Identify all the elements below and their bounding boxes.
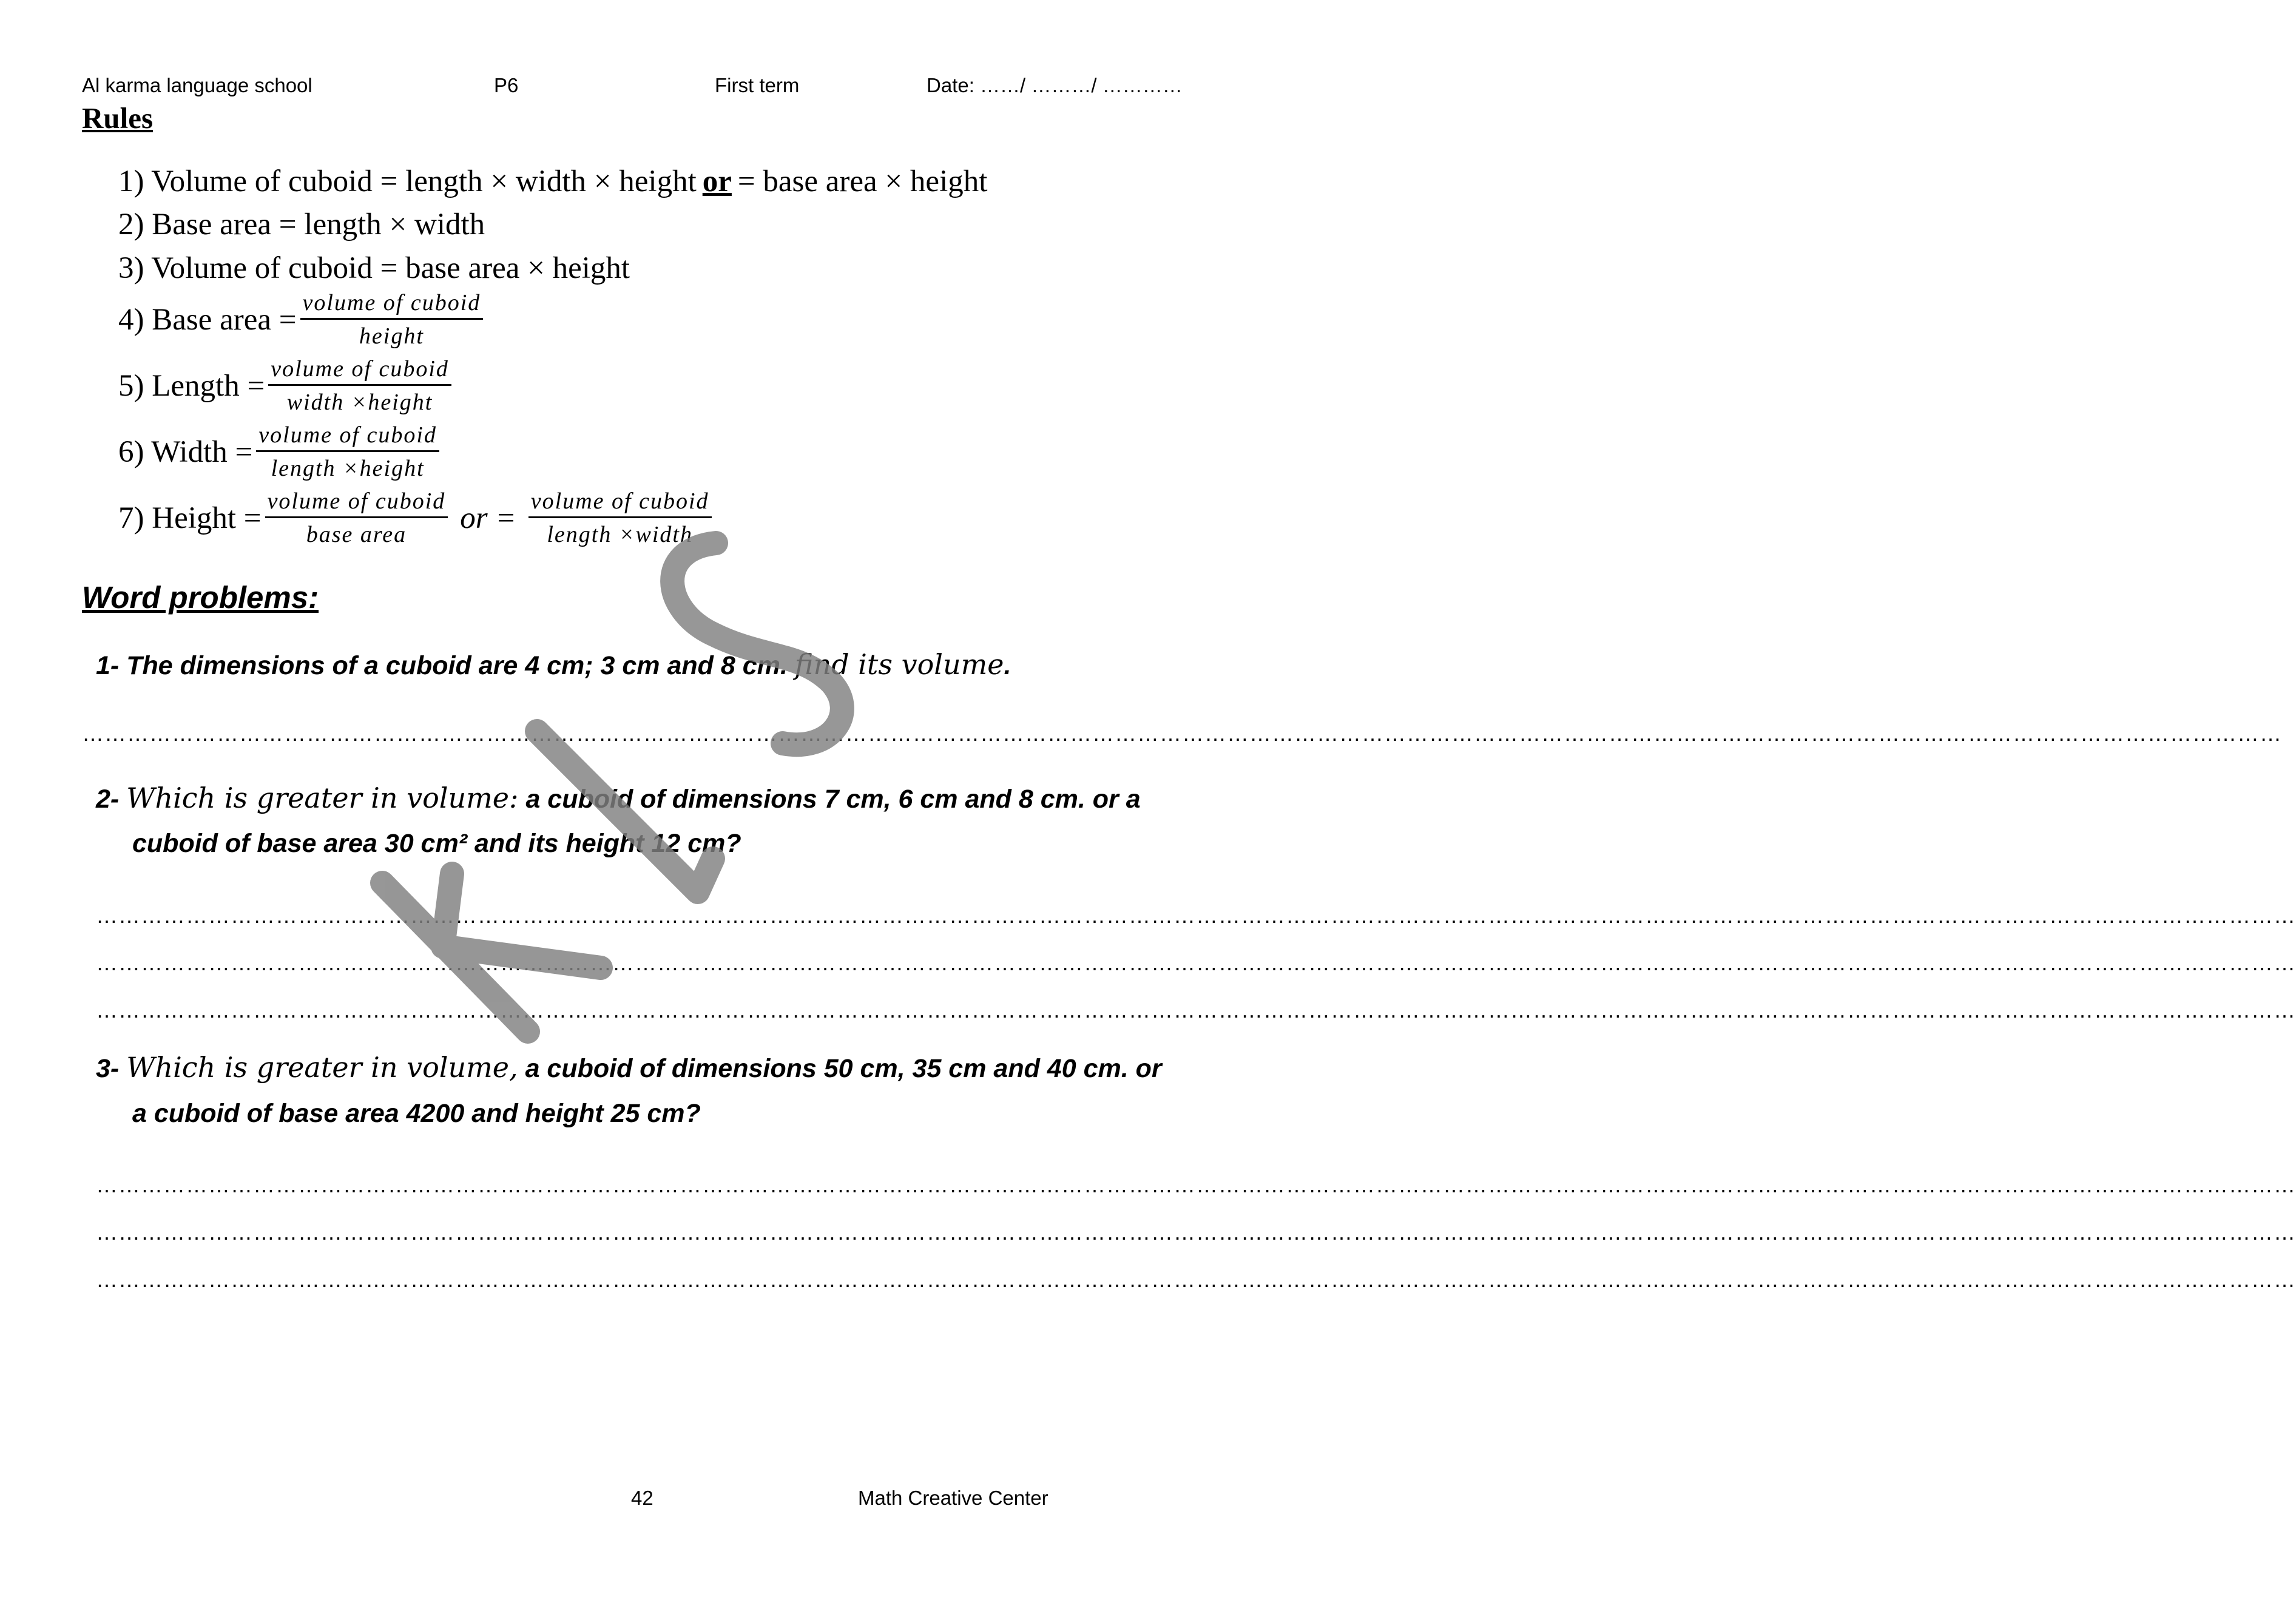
rule-5-numerator: volume of cuboid [268, 356, 451, 386]
rule-7 [118, 488, 715, 548]
rule-1-suffix: = base area × height [737, 164, 988, 198]
rule-4-numerator: volume of cuboid [300, 290, 484, 320]
answer-line[interactable]: …………………………………………………………………………………………………………………………………………………………………………………………………………………………………………………………………… [96, 1220, 2296, 1245]
rule-7-numerator-1: volume of cuboid [265, 488, 448, 518]
school-name: Al karma language school [82, 74, 312, 96]
question-2-line-1: a cuboid of dimensions 7 cm, 6 cm and 8 cm. or a [525, 785, 1141, 814]
answer-line[interactable]: …………………………………………………………………………………………………………………………………………………………………………………………………………………………………………………………………… [96, 998, 2296, 1022]
rule-4 [118, 290, 487, 350]
rule-5-denominator: width ×height [286, 389, 433, 415]
date-field: Date: ……/ ………/ ………… [927, 74, 1183, 96]
question-1-number: 1- [96, 651, 120, 680]
rule-6-denominator: length ×height [271, 455, 425, 481]
answer-line[interactable]: …………………………………………………………………………………………………………………………………………………………………………………………………………………………………………………………………… [96, 950, 2296, 975]
answer-line[interactable]: …………………………………………………………………………………………………………………………………………………………………………………………………………………………………………………………………… [82, 721, 2282, 746]
rule-4-fraction [300, 290, 484, 350]
rule-7-fraction-2 [528, 488, 712, 548]
grade-label: P6 [494, 74, 519, 96]
rule-6-fraction [256, 422, 439, 482]
rule-1-or: or [702, 164, 732, 198]
watermark-s [672, 543, 842, 745]
word-problems-heading: Word problems: [82, 580, 319, 615]
rule-1 [118, 164, 987, 199]
answer-line[interactable]: …………………………………………………………………………………………………………………………………………………………………………………………………………………………………………………………………… [96, 903, 2296, 928]
rule-7-denominator-2: length ×width [547, 521, 693, 547]
rule-5-fraction [268, 356, 451, 416]
rule-4-denominator: height [359, 323, 424, 349]
rule-3: 3) Volume of cuboid = base area × height [118, 251, 630, 285]
question-3-line-2: a cuboid of base area 4200 and height 25 cm? [132, 1099, 701, 1128]
rule-1-prefix: 1) Volume of cuboid = length × width × height [118, 164, 697, 198]
rule-7-or: or = [460, 501, 516, 536]
rule-5 [118, 356, 455, 416]
rules-heading: Rules [82, 101, 154, 135]
rule-2: 2) Base area = length × width [118, 208, 485, 242]
question-1-period: . [1004, 651, 1011, 680]
rule-7-label: 7) Height = [118, 501, 262, 536]
rule-5-label: 5) Length = [118, 369, 265, 404]
question-1 [96, 648, 1011, 681]
question-2-number: 2- [96, 785, 120, 814]
question-3-line-1: a cuboid of dimensions 50 cm, 35 cm and 40 cm. or [525, 1054, 1162, 1083]
rule-6-numerator: volume of cuboid [256, 422, 439, 452]
question-2-script: Which is greater in volume: [126, 782, 519, 814]
question-1-text: The dimensions of a cuboid are 4 cm; 3 cm and 8 cm. [126, 651, 788, 680]
question-2 [96, 782, 1141, 814]
page-number: 42 [631, 1487, 653, 1509]
answer-line[interactable]: …………………………………………………………………………………………………………………………………………………………………………………………………………………………………………………………………… [96, 1267, 2296, 1292]
rule-6-label: 6) Width = [118, 435, 253, 470]
question-3-number: 3- [96, 1054, 120, 1083]
term-label: First term [715, 74, 800, 96]
answer-line[interactable]: …………………………………………………………………………………………………………………………………………………………………………………………………………………………………………………………………… [96, 1172, 2296, 1197]
question-1-script: find its volume [794, 648, 1004, 681]
rule-6 [118, 422, 443, 482]
question-3 [96, 1051, 1162, 1084]
rule-4-label: 4) Base area = [118, 303, 297, 337]
rule-7-fraction-1 [265, 488, 448, 548]
rule-7-numerator-2: volume of cuboid [528, 488, 712, 518]
question-3-script: Which is greater in volume, [126, 1051, 518, 1084]
question-2-line-2: cuboid of base area 30 cm² and its height 12 cm? [132, 829, 741, 858]
publisher-name: Math Creative Center [858, 1487, 1048, 1509]
rule-7-denominator-1: base area [306, 521, 407, 547]
